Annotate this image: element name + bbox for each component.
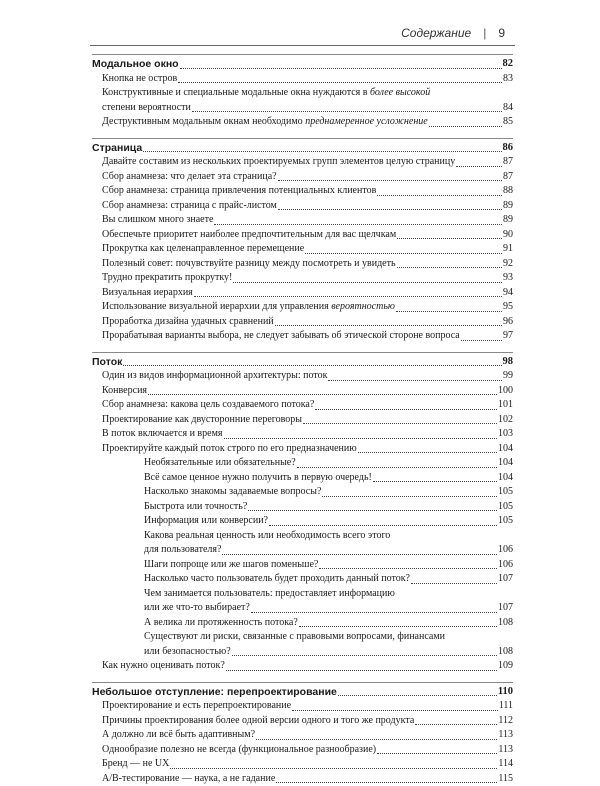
dot-leader	[256, 739, 497, 740]
dot-leader	[143, 151, 501, 152]
entry-title: Использование визуальной иерархии для управления вероятностью	[102, 300, 395, 315]
dot-leader	[269, 525, 497, 526]
toc-entry	[92, 271, 513, 286]
toc-entry	[92, 572, 513, 587]
toc-entry	[92, 714, 513, 729]
entry-page: 86	[503, 141, 514, 156]
entry-page: 93	[503, 271, 513, 286]
toc-entry	[92, 329, 513, 344]
entry-title: Поток	[92, 355, 122, 370]
entry-title: или же что-то выбирает?	[144, 601, 250, 616]
dot-leader	[192, 111, 502, 112]
dot-leader	[373, 481, 497, 482]
toc-entry	[92, 115, 513, 130]
dot-leader	[251, 612, 497, 613]
section-heading	[92, 685, 513, 700]
entry-page: 106	[498, 543, 513, 558]
toc-entry	[92, 213, 513, 228]
entry-page: 104	[498, 456, 513, 471]
entry-page: 115	[498, 772, 513, 786]
dot-leader	[232, 655, 497, 656]
toc-entry	[92, 500, 513, 515]
entry-page: 95	[503, 300, 513, 315]
entry-page: 109	[498, 659, 513, 674]
entry-page: 112	[498, 714, 513, 729]
toc-entry	[92, 300, 513, 315]
dot-leader	[319, 568, 497, 569]
toc-entry	[92, 257, 513, 272]
toc-entry	[92, 369, 513, 384]
toc-entry	[92, 645, 513, 660]
dot-leader	[377, 195, 502, 196]
entry-title: Вы слишком много знаете	[102, 213, 213, 228]
toc-entry	[92, 485, 513, 500]
entry-page: 105	[498, 485, 513, 500]
toc-section	[92, 138, 513, 344]
section-heading	[92, 141, 513, 156]
entry-page: 84	[503, 101, 513, 116]
entry-page: 89	[503, 213, 513, 228]
entry-title: Как нужно оценивать поток?	[102, 659, 225, 674]
toc-entry	[92, 529, 513, 544]
toc-entry	[92, 587, 513, 602]
dot-leader	[178, 82, 502, 83]
entry-page: 104	[498, 471, 513, 486]
entry-page: 90	[503, 228, 513, 243]
entry-page: 91	[503, 242, 513, 257]
entry-title: Страница	[92, 141, 142, 156]
entry-page: 106	[498, 558, 513, 573]
entry-title: Существуют ли риски, связанные с правовыми вопросами, финансами	[144, 630, 445, 645]
entry-title: Прокрутка как целенаправленное перемещение	[102, 242, 304, 257]
dot-leader	[226, 670, 497, 671]
entry-page: 104	[498, 442, 513, 457]
entry-page: 94	[503, 286, 513, 301]
dot-leader	[276, 782, 497, 783]
toc-entry	[92, 184, 513, 199]
dot-leader	[461, 340, 502, 341]
entry-page: 96	[503, 315, 513, 330]
toc-entry	[92, 757, 513, 772]
entry-title: Проработка дизайна удачных сравнений	[102, 315, 274, 330]
entry-page: 99	[503, 369, 513, 384]
entry-title: Давайте составим из нескольких проектируемых групп элементов целую страницу	[102, 155, 455, 170]
toc-entry	[92, 286, 513, 301]
entry-title: А должно ли всё быть адаптивным?	[102, 728, 255, 743]
dot-leader	[397, 238, 502, 239]
entry-title: Информация или конверсии?	[144, 514, 268, 529]
toc-entry	[92, 456, 513, 471]
dot-leader	[123, 365, 501, 366]
entry-page: 108	[498, 645, 513, 660]
entry-title: Проектируйте каждый поток строго по его предназначению	[102, 442, 357, 457]
entry-page: 89	[503, 199, 513, 214]
entry-title: Насколько часто пользователь будет проходить данный поток?	[144, 572, 410, 587]
entry-page: 97	[503, 329, 513, 344]
entry-title: Сбор анамнеза: какова цель создаваемого потока?	[102, 398, 314, 413]
entry-title: А велика ли протяженность потока?	[144, 616, 298, 631]
dot-leader	[278, 180, 502, 181]
entry-title: Шаги попроще или же шагов поменьше?	[144, 558, 318, 573]
entry-page: 111	[499, 699, 513, 714]
dot-leader	[224, 438, 497, 439]
toc-entry	[92, 72, 513, 87]
dot-leader	[170, 768, 497, 769]
dot-leader	[214, 224, 502, 225]
entry-page: 113	[498, 728, 513, 743]
entry-title: или безопасностью?	[144, 645, 231, 660]
entry-page: 82	[503, 57, 514, 72]
toc-entry	[92, 543, 513, 558]
running-head-title: Содержание	[401, 26, 471, 40]
dot-leader	[305, 253, 502, 254]
toc-entry	[92, 155, 513, 170]
entry-page: 108	[498, 616, 513, 631]
dot-leader	[222, 554, 497, 555]
entry-page: 114	[498, 757, 513, 772]
entry-title: Проектирование как двусторонние переговоры	[102, 413, 302, 428]
entry-page: 101	[498, 398, 513, 413]
entry-page: 107	[498, 572, 513, 587]
entry-title: Необязательные или обязательные?	[144, 456, 296, 471]
entry-title: Один из видов информационной архитектуры: поток	[102, 369, 327, 384]
section-heading	[92, 57, 513, 72]
entry-page: 92	[503, 257, 513, 272]
toc-entry	[92, 601, 513, 616]
entry-title: Насколько знакомы задаваемые вопросы?	[144, 485, 321, 500]
toc-section	[92, 54, 513, 130]
entry-page: 87	[503, 155, 513, 170]
entry-title: Модальное окно	[92, 57, 179, 72]
entry-title: Быстрота или точность?	[144, 500, 247, 515]
dot-leader	[297, 467, 497, 468]
dot-leader	[415, 724, 497, 725]
entry-title: Какова реальная ценность или необходимость всего этого	[144, 529, 390, 544]
toc-entry	[92, 86, 513, 101]
header-rule	[90, 45, 515, 46]
entry-title: Сбор анамнеза: что делает эта страница?	[102, 170, 277, 185]
running-head-separator: |	[483, 26, 486, 40]
toc-entry	[92, 616, 513, 631]
toc-entry	[92, 427, 513, 442]
entry-page: 110	[498, 685, 513, 700]
toc-entry	[92, 242, 513, 257]
toc-entry	[92, 659, 513, 674]
toc-entry	[92, 199, 513, 214]
dot-leader	[233, 282, 502, 283]
entry-page: 83	[503, 72, 513, 87]
entry-page: 98	[503, 355, 514, 370]
entry-title: A/B-тестирование — наука, а не гадание	[102, 772, 275, 786]
toc-entry	[92, 514, 513, 529]
entry-title: Полезный совет: почувствуйте разницу между посмотреть и увидеть	[102, 257, 396, 272]
entry-page: 107	[498, 601, 513, 616]
entry-page: 105	[498, 514, 513, 529]
toc-entry	[92, 699, 513, 714]
toc-entry	[92, 398, 513, 413]
dot-leader	[194, 296, 502, 297]
entry-title: В поток включается и время	[102, 427, 223, 442]
dot-leader	[358, 452, 497, 453]
dot-leader	[377, 753, 497, 754]
dot-leader	[328, 380, 502, 381]
dot-leader	[180, 68, 502, 69]
toc-entry	[92, 442, 513, 457]
entry-page: 103	[498, 427, 513, 442]
dot-leader	[397, 267, 502, 268]
entry-title: Всё самое ценное нужно получить в первую очередь!	[144, 471, 372, 486]
toc-entry	[92, 170, 513, 185]
toc-entry	[92, 728, 513, 743]
table-of-contents	[92, 54, 513, 786]
entry-title: Конструктивные и специальные модальные окна нуждаются в более высокой	[102, 86, 430, 101]
entry-title: Трудно прекратить прокрутку!	[102, 271, 232, 286]
toc-entry	[92, 315, 513, 330]
toc-entry	[92, 413, 513, 428]
entry-title: Визуальная иерархия	[102, 286, 193, 301]
dot-leader	[338, 695, 497, 696]
toc-entry	[92, 558, 513, 573]
entry-title: Бренд — не UX	[102, 757, 169, 772]
toc-entry	[92, 630, 513, 645]
dot-leader	[322, 496, 497, 497]
dot-leader	[248, 510, 497, 511]
toc-entry	[92, 384, 513, 399]
toc-entry	[92, 471, 513, 486]
dot-leader	[278, 209, 502, 210]
entry-title: Сбор анамнеза: страница привлечения потенциальных клиентов	[102, 184, 376, 199]
entry-title: Прорабатывая варианты выбора, не следует забывать об этической стороне вопроса	[102, 329, 460, 344]
entry-title: для пользователя?	[144, 543, 221, 558]
section-heading	[92, 355, 513, 370]
entry-title: Деструктивным модальным окнам необходимо преднамеренное усложнение	[102, 115, 428, 130]
entry-title: Проектирование и есть перепроектирование	[102, 699, 291, 714]
dot-leader	[275, 325, 502, 326]
running-head	[401, 26, 505, 40]
entry-title: Небольшое отступление: перепроектирование	[92, 685, 337, 700]
entry-page: 87	[503, 170, 513, 185]
entry-title: Обеспечьте приоритет наиболее предпочтительным для вас щелчкам	[102, 228, 396, 243]
entry-page: 102	[498, 413, 513, 428]
entry-title: Конверсия	[102, 384, 147, 399]
entry-page: 100	[498, 384, 513, 399]
dot-leader	[292, 710, 498, 711]
entry-title: степени вероятности	[102, 101, 191, 116]
toc-entry	[92, 772, 513, 786]
dot-leader	[299, 626, 497, 627]
dot-leader	[315, 409, 497, 410]
entry-page: 105	[498, 500, 513, 515]
dot-leader	[303, 423, 497, 424]
entry-title: Однообразие полезно не всегда (функциональное разнообразие)	[102, 743, 376, 758]
entry-page: 85	[503, 115, 513, 130]
entry-page: 88	[503, 184, 513, 199]
entry-title: Сбор анамнеза: страница с прайс-листом	[102, 199, 277, 214]
entry-title: Чем занимается пользователь: предоставляет информацию	[144, 587, 395, 602]
dot-leader	[396, 311, 502, 312]
dot-leader	[456, 166, 502, 167]
page-number: 9	[498, 26, 505, 40]
dot-leader	[411, 583, 497, 584]
entry-title: Причины проектирования более одной версии одного и того же продукта	[102, 714, 414, 729]
entry-page: 113	[498, 743, 513, 758]
dot-leader	[148, 394, 497, 395]
toc-entry	[92, 101, 513, 116]
entry-title: Кнопка не остров	[102, 72, 177, 87]
toc-entry	[92, 228, 513, 243]
toc-section	[92, 682, 513, 786]
toc-section	[92, 352, 513, 674]
dot-leader	[429, 126, 502, 127]
